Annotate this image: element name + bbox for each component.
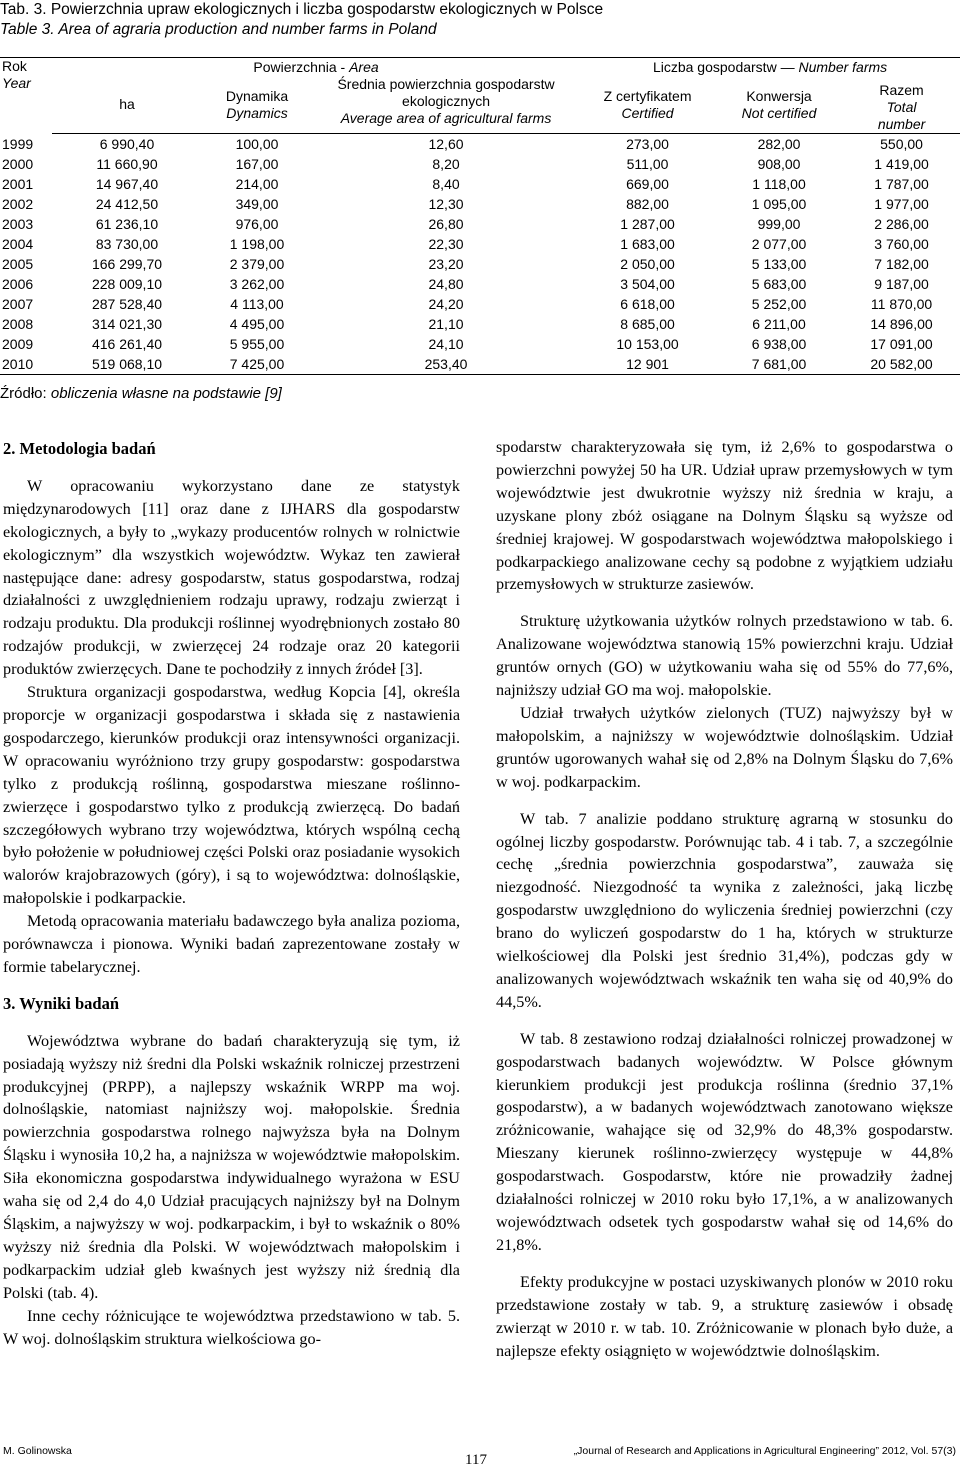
table-cell: 5 683,00 — [751, 276, 807, 292]
header-dynamics-en: Dynamics — [226, 104, 288, 121]
table-row — [0, 214, 960, 234]
table-row — [0, 154, 960, 174]
table-cell: 22,30 — [428, 236, 464, 252]
table-row — [0, 354, 960, 375]
paragraph: Województwa wybrane do badań charakteryzują się tym, iż posiadają wyższy niż średni dla Polski wskaźnik rolniczej przestrzeni produkcyjnej (PRPP), a najlepszy wskaźnik WRPP ma woj. dolnośląskie, natomiast najniższy woj. małopolskie. Średnia powierzchnia gospodarstwa rolnego najwyższa była na Dolnym Śląsku i wynosiła 10,2 ha, a najniższa w województwie małopolskim. Siła ekonomiczna gospodarstwa indywidualnego wyrażona w ESU waha się od 2,4 do 4,0 Udział pracujących najniższy był na Dolnym Śląskim, a najwyższy w woj. podkarpackim, i był to wskaźnik o 80% wyższy niż średnia dla Polski. W województwach małopolskim i podkarpackim udział gleb kwaśnych jest wyższy niż średnią dla Polski (tab. 4). — [3, 1031, 460, 1302]
paragraph: Udział trwałych użytków zielonych (TUZ) najwyższy był w małopolskim, a najniższy w województwie dolnośląskim. Udział gruntów ugorowanych wahał się od 2,8% na Dolnym Śląsku do 7,6% w woj. podkarpackim. — [496, 703, 953, 791]
table-cell: 6 938,00 — [751, 336, 807, 352]
table-cell: 2 379,00 — [229, 256, 285, 272]
table-cell: 287 528,40 — [91, 296, 163, 312]
header-certified-en: Certified — [621, 104, 674, 121]
table-cell: 416 261,40 — [91, 336, 163, 352]
paragraph: Strukturę użytkowania użytków rolnych przedstawiono w tab. 6. Analizowane województwa stanowią 15% powierzchni kraju. Udział gruntów ornych (GO) w użytkowaniu waha się od 55% do 77,6%, najniższy udział GO ma woj. małopolskie. — [496, 612, 953, 700]
header-total-number-en: number — [877, 116, 926, 132]
table-cell: 282,00 — [757, 136, 801, 152]
table-row — [0, 254, 960, 274]
header-rok: Rok — [2, 58, 27, 74]
table-cell: 1 118,00 — [752, 176, 806, 192]
table-row — [0, 234, 960, 254]
table-cell: 3 504,00 — [620, 276, 675, 292]
table-caption-pl: Tab. 3. Powierzchnia upraw ekologicznych i liczba gospodarstw ekologicznych w Polsce — [0, 1, 604, 18]
table-cell: 228 009,10 — [91, 276, 163, 292]
paragraph: W tab. 8 zestawiono rodzaj działalności rolniczej prowadzonej w gospodarstwach badanych województw. W Polsce głównym kierunkiem produkcji jest produkcja roślinna (średnio 37,1% gospodarstw), a w badanych województwach zanotowano większe zróżnicowanie, wahające się od 32,9% do 48,3% gospodarstw. Mieszany kierunek roślinno-zwierzęcy występuje w 44,8% gospodarstwach. Gospodarstw, które nie prowadziły żadnej działalności rolniczej w 2010 roku było 17,1%, a w analizowanych województwach odsetek tych gospodarstw wahał się od 14,6% do 21,8%. — [496, 1029, 953, 1254]
table-cell: 1 198,00 — [229, 236, 285, 252]
header-srednia-1: Średnia powierzchnia gospodarstw — [337, 76, 555, 92]
table-source — [0, 384, 282, 404]
header-certified — [580, 76, 715, 134]
year-cell: 2005 — [2, 256, 34, 272]
header-ha: ha — [52, 76, 202, 134]
header-dynamics — [202, 76, 312, 134]
paragraph: spodarstw charakteryzowała się tym, iż 2,6% to gospodarstwa o powierzchni powyżej 50 ha UR. Udział upraw przemysłowych w tym województwie jest dwukrotnie wyższy niż średnia w kraju, a uzyskane plony zbóż osiągane na Dolnym Śląsku są wyższe od średniej krajowej. W gospodarstwach województwa małopolskiego i podkarpackiego analizowane cechy są podobne z wyjątkiem udziału przemysłowych w strukturze zasiewów. — [496, 438, 953, 594]
table-cell: 26,80 — [428, 216, 464, 232]
header-srednia-2: ekologicznych — [402, 93, 490, 109]
table-cell: 17 091,00 — [870, 336, 933, 352]
year-cell: 2006 — [2, 276, 34, 292]
table-cell: 4 495,00 — [229, 316, 285, 332]
table-cell: 6 618,00 — [620, 296, 675, 312]
data-table — [0, 57, 960, 375]
table-cell: 2 077,00 — [751, 236, 807, 252]
year-cell: 2003 — [2, 216, 34, 232]
table-cell: 7 425,00 — [202, 354, 312, 375]
table-cell: 6 990,40 — [99, 136, 155, 152]
table-cell: 214,00 — [235, 176, 279, 192]
table-cell: 12 901 — [580, 354, 715, 375]
table-row — [0, 294, 960, 314]
table-cell: 519 068,10 — [52, 354, 202, 375]
year-cell: 2001 — [2, 176, 34, 192]
paragraph: Metodą opracowania materiału badawczego była analiza pozioma, porównawcza i pionowa. Wyniki badań zaprezentowane zostały w formie tabelarycznej. — [3, 912, 460, 976]
section-2-heading: 2. Metodologia badań — [3, 439, 156, 458]
header-year — [0, 58, 52, 134]
section-3-heading: 3. Wyniki badań — [3, 993, 120, 1013]
table-row — [0, 174, 960, 194]
table-cell: 908,00 — [757, 156, 801, 172]
paragraph: Struktura organizacji gospodarstwa, według Kopcia [4], określa proporcje w organizacji gospodarstwa i składa się z nastawienia gospodarczego, kierunków produkcji oraz intensywności organizacji. W opracowaniu wyróżniono trzy grupy gospodarstw: gospodarstwa tylko z produkcją roślinną, gospodarstwa mieszane roślinno-zwierzęce i gospodarstwo tylko z produkcją zwierzęcą. Do badań szczegółowych wybrano trzy województwa, których wspólną cechą było położenie w południowej części Polski oraz posiadanie wysokich walorów krajobrazowych (góry), i są to województwa: dolnośląskie, małopolskie i podkarpackie. — [3, 683, 460, 908]
header-powierzchnia: Powierzchnia - — [253, 59, 350, 75]
year-cell: 2002 — [2, 196, 34, 212]
header-dynamika: Dynamika — [225, 87, 289, 104]
source-label: Źródło: — [0, 385, 51, 402]
header-total — [843, 76, 960, 134]
table-cell: 3 262,00 — [229, 276, 285, 292]
table-cell: 1 977,00 — [874, 196, 929, 212]
table-cell: 5 252,00 — [751, 296, 807, 312]
header-number-farms-en: Number farms — [798, 59, 888, 75]
header-total-en: Total — [886, 99, 917, 115]
table-cell: 83 730,00 — [95, 236, 159, 252]
year-cell: 2000 — [2, 156, 34, 172]
table-cell: 5 955,00 — [229, 336, 285, 352]
year-cell: 2007 — [2, 296, 34, 312]
table-cell: 314 021,30 — [91, 316, 163, 332]
header-row-1 — [0, 58, 960, 77]
footer-journal: „Journal of Research and Applications in Agricultural Engineering” 2012, Vol. 57(3) — [573, 1445, 956, 1457]
header-row-2 — [0, 76, 960, 134]
table-cell: 6 211,00 — [752, 316, 806, 332]
year-cell: 2004 — [2, 236, 34, 252]
table-cell: 999,00 — [757, 216, 801, 232]
page-number: 117 — [465, 1452, 487, 1468]
table-cell: 8 685,00 — [620, 316, 675, 332]
table-cell: 12,60 — [428, 136, 464, 152]
source-text: obliczenia własne na podstawie [9] — [50, 385, 282, 402]
table-cell: 550,00 — [880, 136, 923, 152]
table-cell: 11 660,90 — [96, 156, 158, 172]
table-cell: 882,00 — [626, 196, 669, 212]
table-cell: 8,40 — [432, 176, 460, 192]
year-cell: 1999 — [2, 135, 34, 152]
table-row — [0, 134, 960, 155]
table-caption-en: Table 3. Area of agraria production and number farms in Poland — [0, 21, 437, 38]
table-cell: 24,80 — [428, 276, 464, 292]
table-cell: 12,30 — [428, 196, 464, 212]
table-row — [0, 274, 960, 294]
table-cell: 1 419,00 — [874, 156, 929, 172]
table-cell: 511,00 — [626, 156, 669, 172]
header-razem: Razem — [879, 82, 924, 98]
header-conversion — [715, 76, 843, 134]
table-cell: 1 095,00 — [751, 196, 807, 212]
header-year-en: Year — [2, 75, 31, 91]
paragraph: Efekty produkcyjne w postaci uzyskiwanych plonów w 2010 roku przedstawione zostały w tab. 9, a strukturę zasiewów i obsadę zwierząt w 2010 r. w tab. 10. Zróżnicowanie w plonach było duże, a najlepsze efekty osiągnięto w województwie dolnośląskim. — [496, 1272, 953, 1360]
year-cell: 2010 — [0, 354, 52, 375]
table-cell: 14 967,40 — [95, 176, 159, 192]
header-area-en: Area — [349, 59, 379, 75]
header-not-certified-en: Not certified — [741, 104, 817, 121]
table-cell: 273,00 — [626, 136, 669, 152]
header-average-en: Average area of agricultural farms — [340, 110, 552, 126]
table-cell: 9 187,00 — [874, 276, 929, 292]
paragraph: W opracowaniu wykorzystano dane ze statystyk międzynarodowych [11] oraz dane z IJHARS dla gospodarstw ekologicznych, a były to „wykazy producentów rolnych w rolnictwie ekologicznym” dla wszystkich województw. Wykaz ten zawierał następujące dane: adresy gospodarstw, status gospodarstwa, rodzaj działalności z uwzględnieniem rodzaju uprawy, rodzaju zwierząt i rodzaju produktu. Dla produkcji roślinnej wyodrębnionych zostało 80 rodzajów produkcji, w zwierzęcej 24 rodzaje oraz 20 kategorii produktów zwierzęcych. Dane te pochodziły z innych źródeł [3]. — [3, 476, 460, 679]
left-column — [3, 438, 460, 1350]
table-cell: 14 896,00 — [870, 316, 933, 332]
header-liczba: Liczba gospodarstw — — [652, 59, 799, 75]
table-cell: 167,00 — [235, 156, 279, 172]
table-cell: 349,00 — [235, 196, 279, 212]
table-cell: 2 050,00 — [620, 256, 675, 272]
header-konwersja: Konwersja — [746, 87, 812, 104]
header-average — [312, 76, 580, 134]
table-cell: 24 412,50 — [95, 196, 159, 212]
table-cell: 976,00 — [235, 216, 279, 232]
table-cell: 20 582,00 — [843, 354, 960, 375]
header-area-group — [52, 58, 580, 77]
header-certyfikatem: Z certyfikatem — [603, 87, 692, 104]
table-cell: 24,20 — [428, 296, 464, 312]
year-cell: 2009 — [2, 336, 34, 352]
table-cell: 253,40 — [312, 354, 580, 375]
table-cell: 1 787,00 — [874, 176, 929, 192]
right-column — [496, 436, 953, 1362]
table-cell: 5 133,00 — [751, 256, 807, 272]
footer-author: M. Golinowska — [3, 1445, 72, 1457]
table-cell: 100,00 — [235, 136, 279, 152]
table-cell: 10 153,00 — [616, 336, 679, 352]
year-cell: 2008 — [2, 316, 34, 332]
table-cell: 2 286,00 — [874, 216, 929, 232]
table-row — [0, 194, 960, 214]
table-cell: 23,20 — [428, 256, 464, 272]
table-cell: 1 683,00 — [620, 236, 675, 252]
table-cell: 21,10 — [428, 316, 464, 332]
table-cell: 61 236,10 — [95, 216, 159, 232]
table-cell: 3 760,00 — [874, 236, 929, 252]
table-body — [0, 134, 960, 375]
table-cell: 8,20 — [432, 156, 460, 172]
table-cell: 11 870,00 — [870, 296, 933, 312]
table-cell: 7 182,00 — [874, 256, 929, 272]
table-cell: 166 299,70 — [91, 256, 163, 272]
table-row — [0, 334, 960, 354]
table-cell: 1 287,00 — [620, 216, 675, 232]
table-cell: 24,10 — [428, 336, 464, 352]
table-row — [0, 314, 960, 334]
table-cell: 4 113,00 — [230, 296, 284, 312]
table-cell: 7 681,00 — [715, 354, 843, 375]
paragraph: Inne cechy różnicujące te województwa przedstawiono w tab. 5. W woj. dolnośląskim struktura wielkościowa go- — [3, 1306, 460, 1348]
paragraph: W tab. 7 analizie poddano strukturę agrarną w stosunku do ogólnej liczby gospodarstw. Porównując tab. 4 i tab. 7, a szczególnie cechę „średnia powierzchnia gospodarstwa”, zauważa się niezgodność. Niezgodność ta wynika z zależności, jaką liczbę gospodarstw uwzględniono do wyliczenia średniej powierzchni (czy brano do wyliczeń gospodarstw do 1 ha, których w strukturze wielkościowej dla Polski jest średnio 31,4%), podczas gdy w analizowanych województwach wskaźnik ten waha się od 40,9% do 44,5%. — [496, 809, 953, 1011]
table-cell: 669,00 — [626, 176, 669, 192]
header-farms-group — [580, 58, 960, 77]
